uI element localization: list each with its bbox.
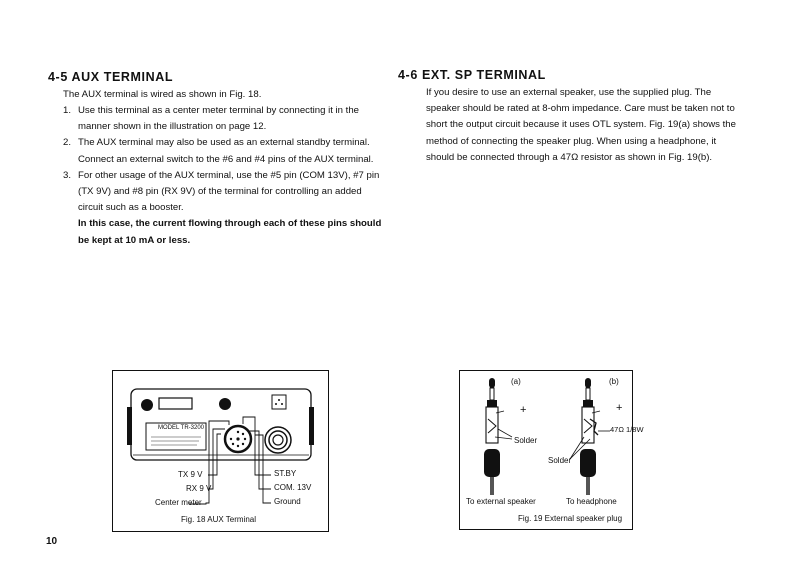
- fig18-ground-label: Ground: [274, 497, 301, 506]
- fig18-tx-9v-label: TX 9 V: [178, 470, 203, 479]
- aux-terminal-heading: 4-5 AUX TERMINAL: [48, 70, 174, 84]
- fig18-caption: Fig. 18 AUX Terminal: [181, 515, 256, 524]
- left-knob: [141, 399, 153, 411]
- fig19-plus-b: +: [616, 402, 623, 414]
- fig19-caption: Fig. 19 External speaker plug: [518, 514, 623, 523]
- fig19-solder-a-label: Solder: [514, 436, 538, 445]
- aux-item-3: [63, 168, 388, 249]
- fig19-label-a: (a): [511, 377, 521, 386]
- aux-instructions-list: [63, 103, 388, 249]
- display-window: [159, 398, 192, 409]
- aux-intro: The AUX terminal is wired as shown in Fig. 18.: [63, 89, 262, 100]
- fig18-center-meter-label: Center meter: [155, 498, 202, 507]
- page-number: 10: [46, 536, 58, 547]
- ext-sp-terminal-heading: 4-6 EXT. SP TERMINAL: [398, 68, 546, 82]
- fig18-illustration: [113, 371, 328, 531]
- fig18-model-plate-label: MODEL TR-3200: [158, 425, 205, 431]
- ext-sp-paragraph: If you desire to use an external speaker, use the supplied plug. The speaker should be rated at 8-ohm impedance. Care must be taken not to short the output circuit because it uses OTL system. Fig. 19(a) shows the method of connecting the speaker plug. When using a headphone, it should be connected through a 47Ω resistor as shown in Fig. 19(b).: [426, 87, 736, 163]
- aux-item-1-number: 1.: [63, 105, 72, 116]
- fig18-rx-9v-label: RX 9 V: [186, 484, 212, 493]
- fig19-resistor-label: 47Ω 1/8W: [610, 425, 644, 434]
- fig19-speaker-plug: [459, 370, 644, 530]
- aux-item-1-text: Use this terminal as a center meter terminal by connecting it in the manner shown in the illustration on page 12.: [78, 105, 360, 133]
- fig18-aux-terminal: [112, 370, 329, 532]
- plug-b: [570, 378, 610, 495]
- fig19-plus-a: +: [520, 404, 527, 416]
- aux-item-2: [63, 135, 388, 167]
- aux-item-3-number: 3.: [63, 169, 72, 181]
- aux-item-2-number: 2.: [63, 137, 72, 149]
- plug-a: [484, 378, 512, 495]
- fig19-to-speaker-label: To external speaker: [466, 497, 536, 506]
- fig19-to-headphone-label: To headphone: [566, 497, 617, 506]
- middle-knob: [219, 398, 231, 410]
- aux-item-2-text: The AUX terminal may also be used as an external standby terminal. Connect an external switch to the #6 and #4 pins of the AUX terminal.: [78, 137, 374, 165]
- fig18-stby-label: ST.BY: [274, 469, 297, 478]
- fig19-solder-b-label: Solder: [548, 456, 572, 465]
- aux-item-1: [63, 103, 388, 135]
- fig18-com-13v-label: COM. 13V: [274, 483, 312, 492]
- aux-item-3-warning: In this case, the current flowing through each of these pins should be kept at 10 mA or less.: [78, 218, 382, 246]
- fig19-label-b: (b): [609, 377, 619, 386]
- aux-item-3-text: For other usage of the AUX terminal, use the #5 pin (COM 13V), #7 pin (TX 9V) and #8 pin (RX 9V) of the terminal for controlling an added circuit such as a booster.: [78, 169, 380, 214]
